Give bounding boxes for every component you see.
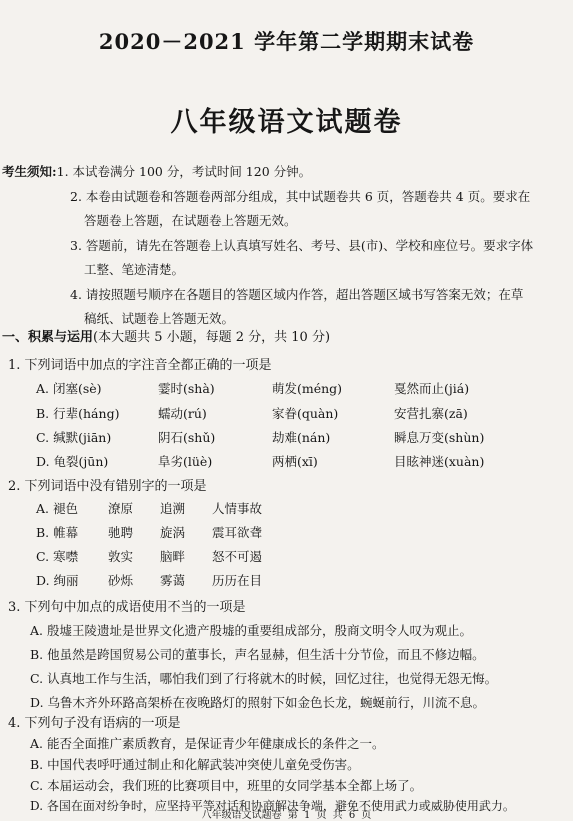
option-cell: 脑畔 [160,549,186,564]
question-4-option: B. 中国代表呼吁通过制止和化解武装冲突使儿童免受伤害。 [30,757,360,772]
notice-item: 2. 本卷由试题卷和答题卷两部分组成，其中试题卷共 6 页，答题卷共 4 页。要求在 [70,189,531,204]
option-cell: 历历在目 [212,573,263,588]
option-cell: 霎时(shà) [158,381,215,396]
option-cell: 追溯 [160,501,186,516]
option-cell: 目眩神迷(xuàn) [394,454,485,469]
notice-item: 4. 请按照题号顺序在各题目的答题区域内作答，超出答题区域书写答案无效；在草 [70,287,524,302]
question-2-stem: 2. 下列词语中没有错别字的一项是 [8,479,207,494]
page-footer: 八年级语文试题卷 第 1 页 共 6 页 [201,810,372,821]
section-title: 一、积累与运用 [2,330,94,345]
question-4-option: D. 各国在面对纷争时，应坚持平等对话和协商解决争端，避免不使用武力或威胁使用武力。 [30,799,515,813]
question-3-option: A. 殷墟王陵遗址是世界文化遗产殷墟的重要组成部分，殷商文明令人叹为观止。 [30,623,472,638]
question-4-option: C. 本届运动会，我们班的比赛项目中，班里的女同学基本全都上场了。 [30,778,423,793]
option-cell: 安营扎寨(zā) [394,406,468,421]
option-cell: B. 帷幕 [36,525,79,540]
exam-main-title: 八年级语文试题卷 [170,107,403,138]
option-cell: 瞬息万变(shùn) [394,430,485,445]
question-3-option: C. 认真地工作与生活，哪怕我们到了行将就木的时候，回忆过往，也觉得无怨无悔。 [30,671,498,686]
option-cell: 阴石(shǔ) [158,430,216,445]
exam-header-title: 2020－2021 学年第二学期期末试卷 [98,29,475,54]
option-cell: 雾蔼 [160,573,186,588]
option-cell: A. 闭塞(sè) [36,381,102,396]
option-cell: 怒不可遏 [212,549,263,564]
question-1-stem: 1. 下列词语中加点的字注音全都正确的一项是 [8,358,272,373]
option-cell: 敦实 [108,549,134,564]
option-cell: 驰聘 [108,525,134,540]
section-heading [2,326,330,345]
notice-item: 工整、笔迹清楚。 [84,262,185,277]
section-note: (本大题共 5 小题，每题 2 分，共 10 分) [93,330,331,345]
option-cell: 家眷(quàn) [272,406,339,421]
option-cell: 旋涡 [160,525,186,540]
question-4-option: A. 能否全面推广素质教育，是保证青少年健康成长的条件之一。 [30,736,385,751]
option-cell: 萌发(méng) [272,381,343,396]
question-3-stem: 3. 下列句中加点的成语使用不当的一项是 [8,600,246,615]
option-cell: D. 绚丽 [36,573,79,588]
option-cell: 蠕动(rú) [158,406,207,421]
notice-item: 稿纸、试题卷上答题无效。 [84,311,235,326]
notice-item: 3. 答题前，请先在答题卷上认真填写姓名、考号、县(市)、学校和座位号。要求字体 [70,238,534,253]
question-4-stem: 4. 下列句子没有语病的一项是 [8,716,181,731]
notice-item: 答题卷上答题，在试题卷上答题无效。 [84,213,297,228]
question-3-option: D. 乌鲁木齐外环路高架桥在夜晚路灯的照射下如金色长龙，蜿蜒前行，川流不息。 [30,695,486,710]
option-cell: 人情事故 [212,501,263,516]
question-3-option: B. 他虽然是跨国贸易公司的董事长，声名显赫，但生活十分节俭，而且不修边幅。 [30,647,485,662]
option-cell: B. 行辈(háng) [36,406,120,421]
option-cell: 劫难(nán) [272,430,331,445]
option-cell: 两栖(xī) [272,454,318,469]
option-cell: 戛然而止(jiá) [394,381,470,396]
notice-line-1 [2,162,311,181]
option-cell: C. 寒噤 [36,549,79,564]
option-cell: 砂烁 [108,573,134,588]
option-cell: 潦原 [108,501,134,516]
notice-item: 1. 本试卷满分 100 分，考试时间 120 分钟。 [56,164,312,179]
option-cell: 震耳欲聋 [212,525,263,540]
option-cell: C. 缄默(jiān) [36,430,112,445]
option-cell: A. 褪色 [36,501,78,516]
option-cell: 阜劣(lüè) [158,454,213,469]
notice-label: 考生须知: [2,164,57,179]
option-cell: D. 龟裂(jūn) [36,454,109,469]
